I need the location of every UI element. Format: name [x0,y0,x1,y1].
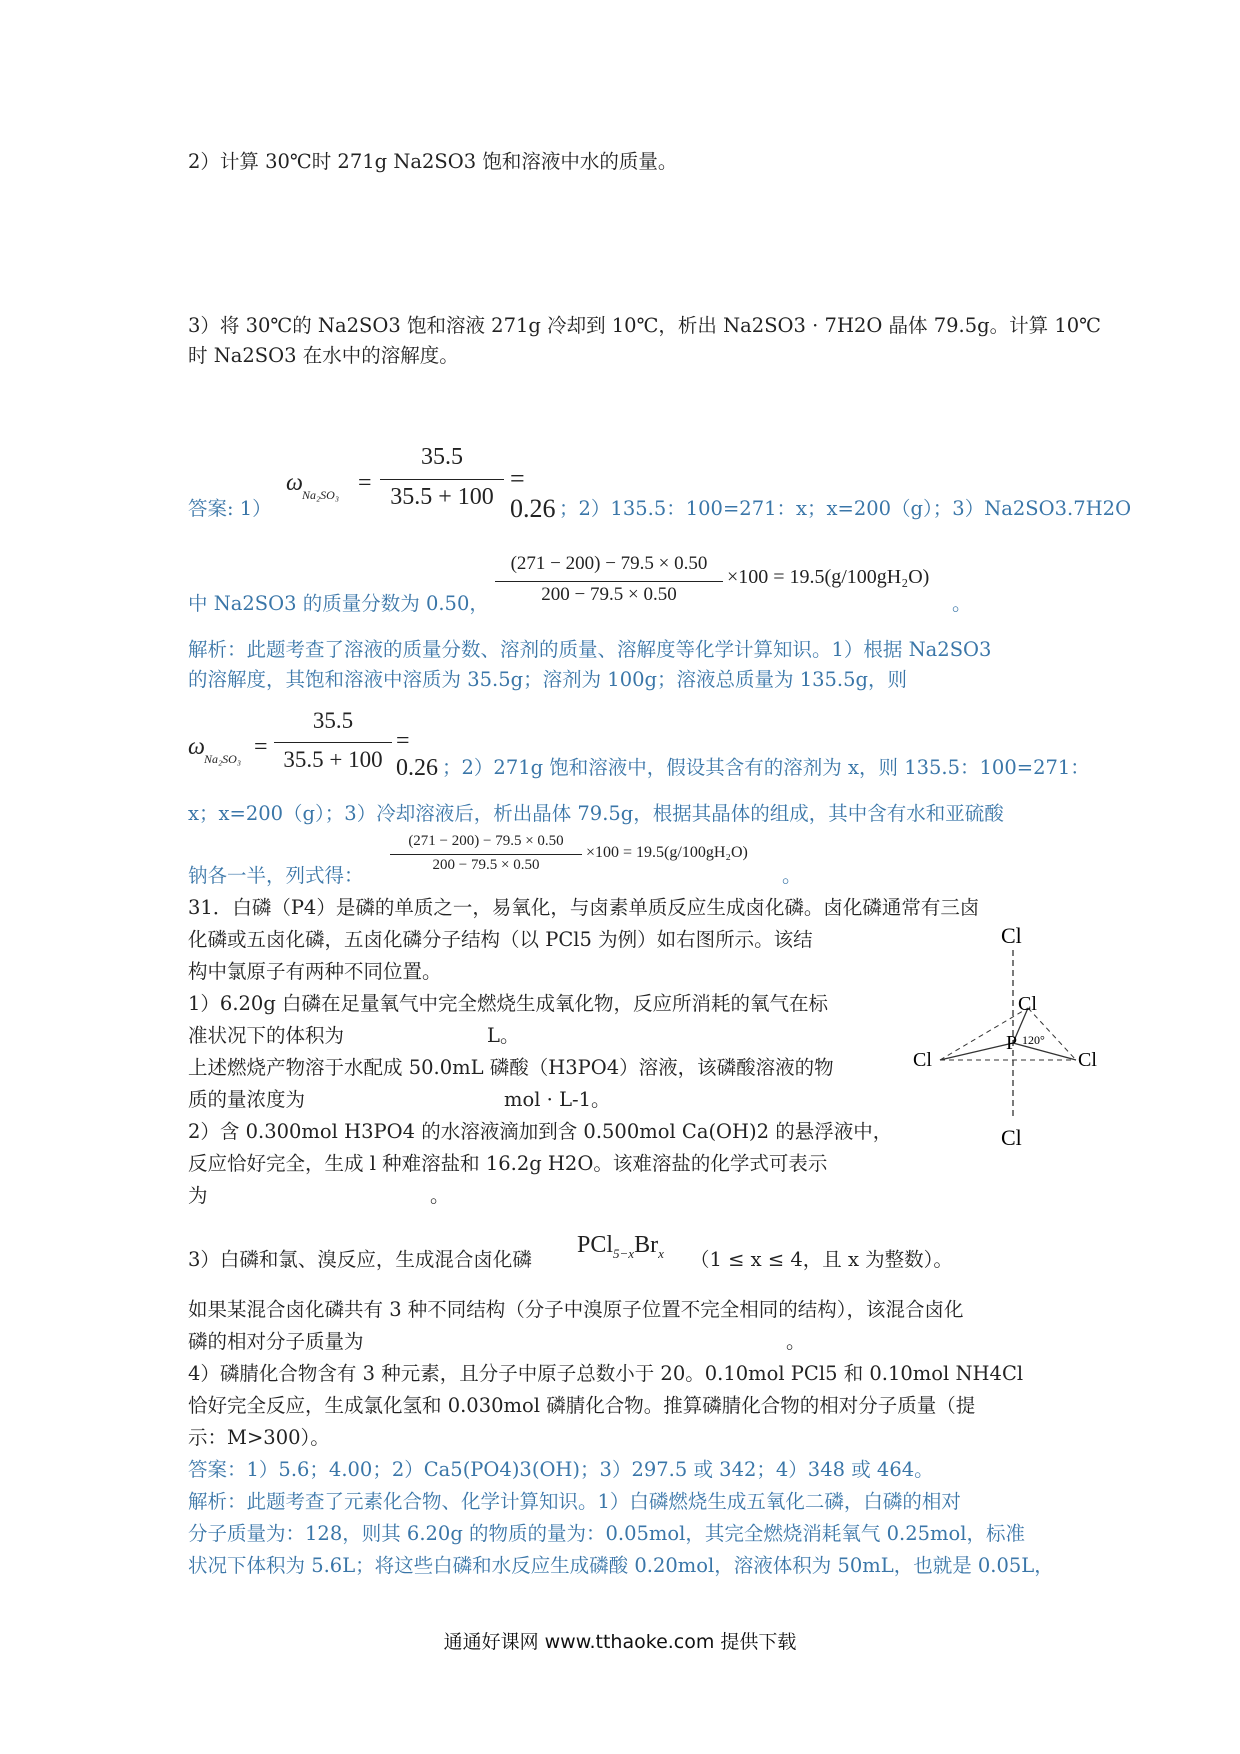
q31-line-11-condition: （1 ≤ x ≤ 4，且 x 为整数）。 [690,1248,953,1271]
analysis-line-2: 的溶解度，其饱和溶液中溶质为 35.5g；溶剂为 100g；溶液总质量为 135.5g，则 [188,668,908,691]
question-part-2: 2）计算 30℃时 271g Na2SO3 饱和溶液中水的质量。 [188,150,678,173]
omega-subscript: Na₂SO₃ [302,488,340,502]
analysis-line-3: ；2）271g 饱和溶液中，假设其含有的溶剂为 x，则 135.5：100=271： [442,756,1090,779]
atom-cl-top: Cl [1001,923,1022,948]
analysis-31-line-2: 分子质量为：128，则其 6.20g 的物质的量为：0.05mol，其完全燃烧消耗氧气 0.25mol，标准 [188,1522,1025,1545]
q31-line-4: 1）6.20g 白磷在足量氧气中完全燃烧生成氧化物，反应所消耗的氧气在标 [188,992,829,1015]
answer-31: 答案：1）5.6；4.00；2）Ca5(PO4)3(OH)；3）297.5 或 342；4）348 或 464。 [188,1458,934,1481]
omega-symbol: ω [286,470,303,496]
atom-cl-left: Cl [913,1049,932,1071]
mixed-halide-formula [577,1232,697,1272]
q31-line-11: 3）白磷和氯、溴反应，生成混合卤化磷 [188,1248,532,1271]
angle-label: 120° [1022,1033,1045,1047]
page-footer: 通通好课网 www.tthaoke.com 提供下载 [443,1631,797,1653]
q31-line-9: 反应恰好完全，生成 l 种难溶盐和 16.2g H2O。该难溶盐的化学式可表示 [188,1152,828,1175]
q31-line-7-unit: mol · L-1。 [504,1088,611,1111]
answer-label: 答案: 1） [188,497,272,520]
solubility-numerator: (271 − 200) − 79.5 × 0.50 [510,553,708,574]
solubility-formula-2 [390,833,810,879]
question-part-3-line-2: 时 Na2SO3 在水中的溶解度。 [188,344,459,367]
solubility-numerator: (271 − 200) − 79.5 × 0.50 [408,833,564,849]
analysis-31-line-3: 状况下体积为 5.6L；将这些白磷和水反应生成磷酸 0.20mol，溶液体积为 50mL，也就是 0.05L， [188,1554,1054,1577]
omega-numerator: 35.5 [312,708,354,733]
atom-cl-right: Cl [1078,1049,1097,1071]
omega-subscript: Na₂SO₃ [204,752,242,766]
formula-pcl: PCl [577,1232,614,1258]
analysis-line-1: 解析：此题考查了溶液的质量分数、溶剂的质量、溶解度等化学计算知识。1）根据 Na2SO3 [188,638,992,661]
q31-line-13: 磷的相对分子质量为 [188,1330,364,1353]
bond-equatorial-left [940,1043,1013,1060]
omega-result: = 0.26 [396,728,438,781]
omega-equals: = [254,734,268,760]
q31-line-15: 恰好完全反应，生成氯化氢和 0.030mol 磷腈化合物。推算磷腈化合物的相对分子质量（提 [188,1394,976,1417]
formula-sub-x: x [658,1246,664,1261]
solubility-tail: ×100 = 19.5(g/100gH₂O) [586,844,748,861]
omega-denominator: 35.5 + 100 [283,747,383,772]
omega-formula-1 [286,440,556,523]
solubility-formula-1 [495,553,955,613]
fraction-bar [390,854,582,855]
formula-sub-5-x: 5−x [613,1246,635,1261]
omega-symbol: ω [188,734,205,760]
omega-formula-2 [188,706,448,786]
atom-p-center: P [1006,1032,1018,1054]
omega-numerator: 35.5 [421,444,463,470]
fraction-bar [495,581,723,582]
q31-line-12: 如果某混合卤化磷共有 3 种不同结构（分子中溴原子位置不完全相同的结构），该混合卤化 [188,1298,964,1321]
analysis-line-5: 钠各一半，列式得： [188,864,364,887]
solubility-denominator: 200 − 79.5 × 0.50 [541,584,677,605]
pcl5-structure-diagram [888,920,1128,1165]
answer-part-2-3: ；2）135.5：100=271：x；x=200（g）；3）Na2SO3.7H2O [559,497,1132,520]
omega-equals: = [358,470,372,496]
omega-result: = 0.26 [510,464,556,523]
solubility-tail: ×100 = 19.5(g/100gH₂O) [727,566,930,588]
formula-br: Br [634,1232,659,1258]
q31-line-5-unit: L。 [487,1024,520,1047]
q31-line-13-end: 。 [786,1330,806,1353]
atom-cl-bottom: Cl [1001,1125,1022,1150]
q31-line-5: 准状况下的体积为 [188,1024,345,1047]
q31-line-10: 为 [188,1184,208,1207]
q31-line-16: 示：M>300）。 [188,1426,330,1449]
q31-line-3: 构中氯原子有两种不同位置。 [188,960,442,983]
solubility-denominator: 200 − 79.5 × 0.50 [432,857,540,873]
question-part-3-line-1: 3）将 30℃的 Na2SO3 饱和溶液 271g 冷却到 10℃，析出 Na2SO3 · 7H2O 晶体 79.5g。计算 10℃ [188,314,1101,337]
q31-line-8: 2）含 0.300mol H3PO4 的水溶液滴加到含 0.500mol Ca(OH)2 的悬浮液中， [188,1120,893,1143]
answer-line-2: 中 Na2SO3 的质量分数为 0.50， [188,592,489,615]
q31-line-1: 31．白磷（P4）是磷的单质之一，易氧化，与卤素单质反应生成卤化磷。卤化磷通常有三卤 [188,896,980,919]
fraction-bar [274,742,392,743]
q31-line-6: 上述燃烧产物溶于水配成 50.0mL 磷酸（H3PO4）溶液，该磷酸溶液的物 [188,1056,834,1079]
analysis-31-line-1: 解析：此题考查了元素化合物、化学计算知识。1）白磷燃烧生成五氧化二磷，白磷的相对 [188,1490,961,1513]
omega-denominator: 35.5 + 100 [390,484,494,510]
q31-line-14: 4）磷腈化合物含有 3 种元素，且分子中原子总数小于 20。0.10mol PCl5 和 0.10mol NH4Cl [188,1362,1024,1385]
atom-cl-back: Cl [1018,993,1037,1015]
q31-line-7: 质的量浓度为 [188,1088,306,1111]
fraction-bar [380,479,504,480]
analysis-line-4: x；x=200（g）；3）冷却溶液后，析出晶体 79.5g，根据其晶体的组成，其中含有水和亚硫酸 [188,802,1004,825]
analysis-line-5-end: 。 [782,864,802,887]
q31-line-10-end: 。 [430,1184,450,1207]
answer-line-2-end: 。 [952,592,972,615]
q31-line-2: 化磷或五卤化磷，五卤化磷分子结构（以 PCl5 为例）如右图所示。该结 [188,928,813,951]
